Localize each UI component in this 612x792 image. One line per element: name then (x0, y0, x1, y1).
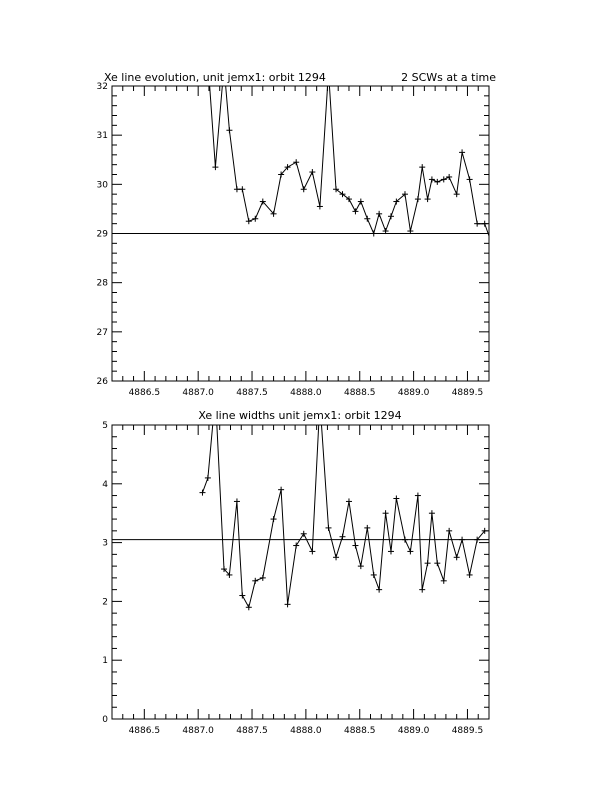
evolution-data-point (446, 174, 452, 180)
widths-data-point (454, 554, 460, 560)
evolution-data-point (239, 186, 245, 192)
widths-data-point (239, 593, 245, 599)
evolution-y-tick-label: 29 (96, 229, 108, 240)
widths-data-point (293, 543, 299, 549)
evolution-data-point (441, 176, 447, 182)
widths-y-tick-label: 0 (102, 715, 108, 725)
widths-y-tick-label: 1 (102, 656, 108, 667)
evolution-data-point (429, 176, 435, 182)
widths-data-point (285, 601, 291, 607)
widths-data-point (326, 525, 332, 531)
evolution-data-point (358, 199, 364, 205)
widths-data-point (205, 475, 211, 481)
widths-data-point (309, 548, 315, 554)
evolution-data-point (371, 231, 377, 237)
widths-data-point (317, 398, 323, 404)
evolution-x-tick-label: 4886.5 (128, 388, 161, 398)
widths-data-point (388, 548, 394, 554)
evolution-series-line (208, 61, 485, 233)
widths-x-axis (112, 425, 489, 736)
evolution-data-point (352, 208, 358, 214)
evolution-y-axis (97, 82, 489, 387)
evolution-plot-area (112, 58, 489, 236)
widths-data-point (425, 560, 431, 566)
widths-data-point (271, 516, 277, 522)
evolution-data-point (425, 196, 431, 202)
widths-data-point (260, 575, 266, 581)
evolution-x-tick-label: 4889.5 (451, 388, 484, 398)
evolution-data-point (326, 68, 332, 74)
evolution-data-point (221, 63, 227, 69)
widths-data-point (376, 587, 382, 593)
widths-y-axis (102, 421, 489, 725)
evolution-data-point (293, 159, 299, 165)
widths-title: Xe line widths unit jemx1: orbit 1294 (198, 409, 402, 422)
widths-data-point (199, 490, 205, 496)
evolution-data-point (246, 218, 252, 224)
widths-y-tick-label: 3 (102, 538, 108, 549)
widths-data-point (383, 510, 389, 516)
evolution-data-point (364, 216, 370, 222)
widths-data-point (234, 498, 240, 504)
evolution-data-point (309, 169, 315, 175)
widths-y-tick-label: 5 (102, 421, 108, 431)
widths-y-tick-label: 4 (102, 479, 108, 490)
widths-x-tick-label: 4886.5 (128, 726, 161, 736)
widths-panel (102, 393, 489, 736)
widths-x-tick-label: 4889.0 (397, 726, 430, 736)
widths-x-tick-label: 4887.0 (182, 726, 214, 736)
evolution-data-point (317, 203, 323, 209)
evolution-data-point (434, 179, 440, 185)
widths-data-point (402, 537, 408, 543)
widths-x-tick-label: 4887.5 (236, 726, 268, 736)
widths-data-point (415, 493, 421, 499)
widths-data-point (434, 560, 440, 566)
widths-data-point (246, 604, 252, 610)
widths-data-point (441, 578, 447, 584)
widths-data-point (346, 498, 352, 504)
evolution-x-tick-label: 4889.0 (397, 388, 430, 398)
widths-y-tick-label: 2 (102, 597, 108, 608)
widths-data-point (352, 543, 358, 549)
widths-data-point (301, 531, 307, 537)
evolution-data-point (376, 211, 382, 217)
evolution-y-tick-label: 32 (96, 82, 108, 92)
evolution-data-point (234, 186, 240, 192)
evolution-title-right: 2 SCWs at a time (401, 71, 496, 84)
evolution-y-tick-label: 26 (96, 377, 108, 387)
evolution-title: Xe line evolution, unit jemx1: orbit 1294 (104, 71, 326, 84)
evolution-y-tick-label: 30 (96, 180, 108, 191)
evolution-data-point (467, 176, 473, 182)
evolution-data-point (454, 191, 460, 197)
evolution-x-axis (112, 86, 489, 398)
evolution-y-tick-label: 31 (96, 131, 108, 142)
evolution-data-point (388, 213, 394, 219)
evolution-data-point (252, 216, 258, 222)
evolution-x-tick-label: 4887.0 (182, 388, 214, 398)
widths-data-point (340, 534, 346, 540)
widths-series-line (203, 396, 485, 608)
widths-data-point (429, 510, 435, 516)
widths-data-point (364, 525, 370, 531)
widths-data-point (467, 572, 473, 578)
widths-data-point (419, 587, 425, 593)
widths-data-point (333, 554, 339, 560)
widths-data-point (278, 487, 284, 493)
widths-data-point (446, 528, 452, 534)
widths-data-point (252, 578, 258, 584)
evolution-y-tick-label: 28 (96, 278, 108, 289)
evolution-data-point (226, 127, 232, 133)
widths-x-tick-label: 4888.0 (290, 726, 322, 736)
evolution-x-tick-label: 4887.5 (236, 388, 268, 398)
widths-data-point (371, 572, 377, 578)
widths-data-point (358, 563, 364, 569)
widths-data-point (407, 548, 413, 554)
widths-x-tick-label: 4889.5 (451, 726, 484, 736)
evolution-panel (97, 58, 497, 398)
evolution-data-point (459, 149, 465, 155)
widths-data-point (393, 496, 399, 502)
evolution-data-point (212, 164, 218, 170)
evolution-data-point (419, 164, 425, 170)
evolution-data-point (205, 58, 211, 64)
evolution-series-line (477, 224, 489, 236)
widths-x-tick-label: 4888.5 (343, 726, 376, 736)
widths-data-point (459, 537, 465, 543)
evolution-y-tick-label: 27 (96, 327, 108, 338)
evolution-data-point (415, 196, 421, 202)
evolution-x-tick-label: 4888.0 (290, 388, 322, 398)
widths-plot-frame (112, 425, 489, 719)
evolution-data-point (301, 186, 307, 192)
evolution-x-tick-label: 4888.5 (343, 388, 376, 398)
